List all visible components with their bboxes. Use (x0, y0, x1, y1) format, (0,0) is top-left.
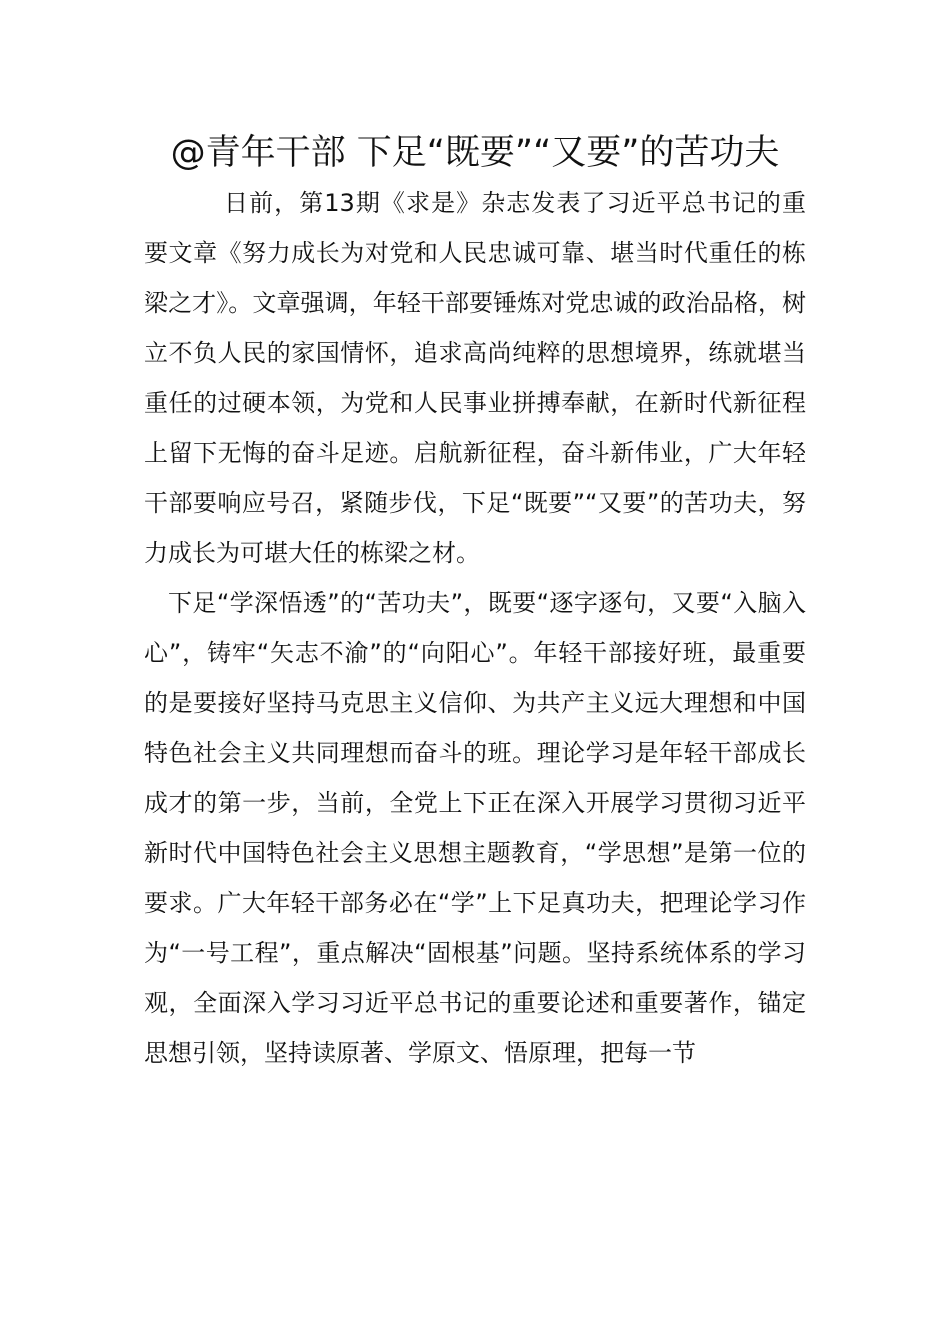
paragraph-study: 下足“学深悟透”的“苦功夫”，既要“逐字逐句，又要“入脑入心”，铸牢“矢志不渝”的“向阳心”。年轻干部接好班，最重要的是要接好坚持马克思主义信仰、为共产主义远大理想和中国特色社会主义共同理想而奋斗的班。理论学习是年轻干部成长成才的第一步，当前，全党上下正在深入开展学习贯彻习近平新时代中国特色社会主义思想主题教育，“学思想”是第一位的要求。广大年轻干部务必在“学”上下足真功夫，把理论学习作为“一号工程”，重点解决“固根基”问题。坚持系统体系的学习观，全面深入学习习近平总书记的重要论述和重要著作，锚定思想引领，坚持读原著、学原文、悟原理，把每一节 (144, 589, 806, 1067)
document-title: @青年干部 下足“既要”“又要”的苦功夫 (170, 133, 780, 173)
paragraph-intro: 日前，第13期《求是》杂志发表了习近平总书记的重要文章《努力成长为对党和人民忠诚可靠、堪当时代重任的栋梁之才》。文章强调，年轻干部要锤炼对党忠诚的政治品格，树立不负人民的家国情怀，追求高尚纯粹的思想境界，练就堪当重任的过硬本领，为党和人民事业拼搏奉献，在新时代新征程上留下无悔的奋斗足迹。启航新征程，奋斗新伟业，广大年轻干部要响应号召，紧随步伐，下足“既要”“又要”的苦功夫，努力成长为可堪大任的栋梁之材。 (144, 189, 806, 567)
document-page (144, 128, 806, 1078)
